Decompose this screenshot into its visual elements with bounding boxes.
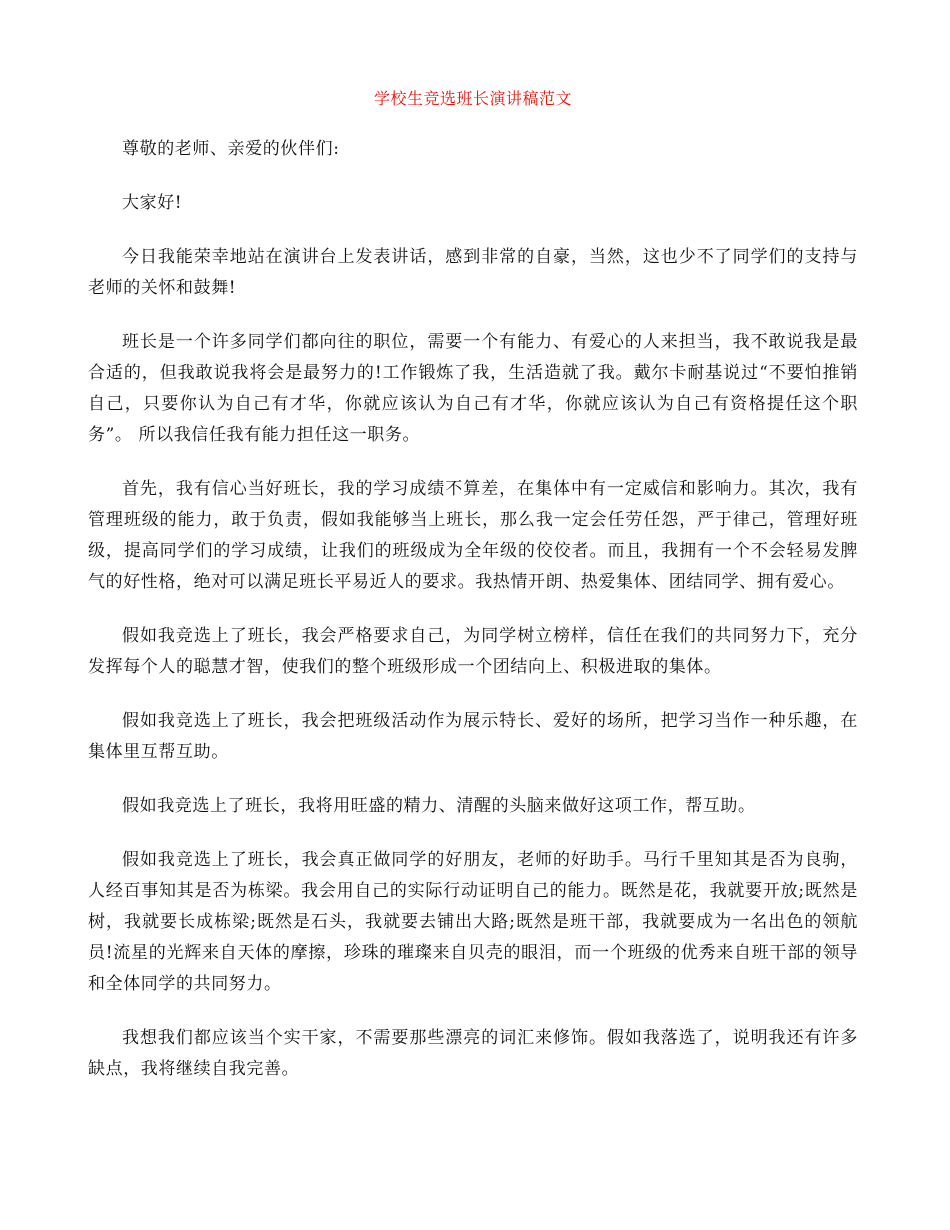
body-paragraph: 假如我竞选上了班长，我会真正做同学的好朋友，老师的好助手。马行千里知其是否为良驹，人经百事知其是否为栋梁。我会用自己的实际行动证明自己的能力。既然是花，我就要开放;既然是树，我就要长成栋梁;既然是石头，我就要去铺出大路;既然是班干部，我就要成为一名出色的领航员!流星的光辉来自天体的摩擦，珍珠的璀璨来自贝壳的眼泪，而一个班级的优秀来自班干部的领导和全体同学的共同努力。 (88, 850, 858, 994)
body-paragraph: 班长是一个许多同学们都向往的职位，需要一个有能力、有爱心的人来担当，我不敢说我是最合适的，但我敢说我将会是最努力的!工作锻炼了我，生活造就了我。戴尔卡耐基说过“不要怕推销自己，只要你认为自己有才华，你就应该认为自己有才华，你就应该认为自己有资格提任这个职务”。 所以我信任我有能力担任这一职务。 (88, 332, 858, 445)
body-paragraph: 假如我竞选上了班长，我将用旺盛的精力、清醒的头脑来做好这项工作，帮互助。 (122, 796, 756, 816)
greeting-paragraph: 尊敬的老师、亲爱的伙伴们: (122, 139, 340, 159)
hello-paragraph: 大家好! (122, 193, 183, 213)
body-paragraph: 假如我竞选上了班长，我会严格要求自己，为同学树立榜样，信任在我们的共同努力下，充分发挥每个人的聪慧才智，使我们的整个班级形成一个团结向上、积极进取的集体。 (88, 626, 858, 677)
document-page (88, 86, 858, 1108)
document-title: 学校生竞选班长演讲稿范文 (373, 89, 572, 108)
closing-paragraph: 我想我们都应该当个实干家，不需要那些漂亮的词汇来修饰。假如我落选了，说明我还有许多缺点，我将继续自我完善。 (88, 1028, 858, 1079)
body-paragraph: 假如我竞选上了班长，我会把班级活动作为展示特长、爱好的场所，把学习当作一种乐趣，在集体里互帮互助。 (88, 711, 858, 762)
body-paragraph: 首先，我有信心当好班长，我的学习成绩不算差，在集体中有一定威信和影响力。其次，我有管理班级的能力，敢于负责，假如我能够当上班长，那么我一定会任劳任怨，严于律己，管理好班级，提高同学们的学习成绩，让我们的班级成为全年级的佼佼者。而且，我拥有一个不会轻易发脾气的好性格，绝对可以满足班长平易近人的要求。我热情开朗、热爱集体、团结同学、拥有爱心。 (88, 479, 858, 592)
body-paragraph: 今日我能荣幸地站在演讲台上发表讲话，感到非常的自豪，当然，这也少不了同学们的支持与老师的关怀和鼓舞! (88, 247, 858, 298)
